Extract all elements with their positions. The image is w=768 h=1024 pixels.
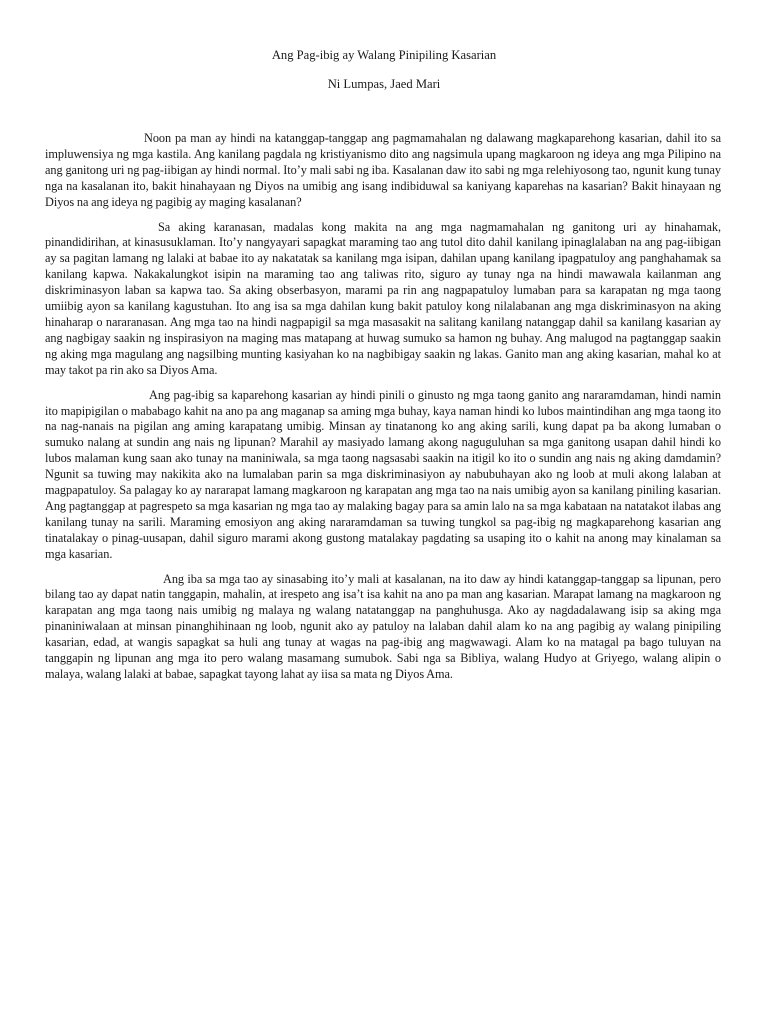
essay-body <box>45 131 721 692</box>
paragraph-3: Ang pag-ibig sa kaparehong kasarian ay hindi pinili o ginusto ng mga taong ganito ang nararamdaman, hindi namin ito mapipigilan o mababago kahit na ano pa ang maganap sa aming mga buhay, kaya naman hindi ko lubos maintindihan ang mga taong ito na nag-nanais na pigilan ang aming karapatang umibig. Minsan ay tinatanong ko ang aking sarili, kung dapat pa ba akong lumaban o sumuko nalang at sundin ang nais ng lipunan? Marahil ay masiyado lamang akong naguguluhan sa mga ganitong usapan dahil hindi ko lubos malaman kung saan ako tunay na maniniwala, sa mga taong nagsasabi saakin na itigil ko ito o sundin ang nais ng aking damdamin? Ngunit sa tuwing may nakikita ako na lumalaban parin sa mga diskriminasiyon ay nabubuhayan ako ng loob at muli akong lalaban at magpapatuloy. Sa palagay ko ay nararapat lamang magkaroon ng karapatan ang mga tao na nais umibig ayon sa kanilang piniling kasarian. Ang pagtanggap at pagrespeto sa mga kasarian ng mga tao ay malaking bagay para sa amin lalo na sa mga kabataan na natatakot ilabas ang kanilang tunay na sarili. Maraming emosiyon ang aking nararamdaman sa tuwing tungkol sa pag-ibig ng magkaparehong kasarian ang tinatalakay o pinag-uusapan, dahil siguro marami akong gustong matalakay pagdating sa usaping ito o kahit na anong may kinalaman sa mga kasarian. <box>45 387 721 561</box>
essay-title: Ang Pag-ibig ay Walang Pinipiling Kasarian <box>271 48 497 62</box>
author-line: Ni Lumpas, Jaed Mari <box>327 77 441 91</box>
paragraph-1: Noon pa man ay hindi na katanggap-tanggap ang pagmamahalan ng dalawang magkaparehong kasarian, dahil ito sa impluwensiya ng mga kastila. Ang kanilang pagdala ng kristiyanismo dito ang nagsimula upang magkaroon ng ideya ang mga Pilipino na ang ganitong uri ng pag-iibigan ay hindi normal. Ito’y mali sabi ng iba. Kasalanan daw ito sabi ng mga relehiyosong tao, ngunit kung tunay nga na kasalanan ito, bakit hinahayaan ng Diyos na umibig ang isang indibiduwal sa kaniyang kaparehas na kasarian? Bakit hinayaan ng Diyos na ang ideya ng pagibig ay maging kasalanan? <box>45 131 721 209</box>
paragraph-2: Sa aking karanasan, madalas kong makita na ang mga nagmamahalan ng ganitong uri ay hinahamak, pinandidirihan, at kinasusuklaman. Ito’y nangyayari sapagkat maraming tao ang tutol dito dahil kanilang ipinaglalaban na ang pag-iibigan ay sa pagitan lamang ng lalaki at babae ito ay nakatatak sa kanilang mga isipan, dahilan upang kanilang ipagpatuloy ang panghahamak sa kanilang kapwa. Nakakalungkot isipin na maraming tao ang taliwas rito, siguro ay tunay nga na hindi mawawala kailanman ang diskriminasyon laban sa kapwa tao. Sa aking obserbasyon, marami pa rin ang nagpapatuloy lumaban para sa karapatan ng mga taong umiibig ayon sa kanilang kagustuhan. Ito ang isa sa mga dahilan kung bakit patuloy kong nilalabanan ang mga diskriminasyon na aking hinaharap o nararanasan. Ang mga tao na hindi nagpapigil sa mga masasakit na salitang kanilang natanggap dahil sa kanilang kasarian ay ang nagbigay saakin ng inspirasiyon na maging mas matapang at huwag sumuko sa hamon ng buhay. Ang malugod na pagtanggap saakin ng aking mga magulang ang nagsilbing munting kasiyahan ko na nagbibigay saakin ng lakas. Ganito man ang aking kasarian, mahal ko at may takot pa rin ako sa Diyos Ama. <box>45 219 721 377</box>
paragraph-4: Ang iba sa mga tao ay sinasabing ito’y mali at kasalanan, na ito daw ay hindi katanggap-tanggap sa lipunan, pero bilang tao ay dapat natin tanggapin, mahalin, at irespeto ang isa’t isa kahit na ano pa man ang kasarian. Marapat lamang na magkaroon ng karapatan ang mga taong nais umibig ng malaya ng walang natatanggap na panghuhusga. Ako ay nagdadalawang isip sa aking mga pinaniniwalaan at minsan pinanghihinaan ng loob, ngunit ako ay patuloy na lalaban dahil alam ko na ang pagibig ay walang pinipiling kasarian, edad, at wangis sapagkat sa huli ang tunay at wagas na pag-ibig ang magwawagi. Alam ko na matagal pa bago tuluyan na tanggapin ng lipunan ang mga ito pero walang masamang sumubok. Sabi nga sa Bibliya, walang Hudyo at Griyego, walang alipin o malaya, walang lalaki at babae, sapagkat tayong lahat ay iisa sa mata ng Diyos Ama. <box>45 571 721 681</box>
